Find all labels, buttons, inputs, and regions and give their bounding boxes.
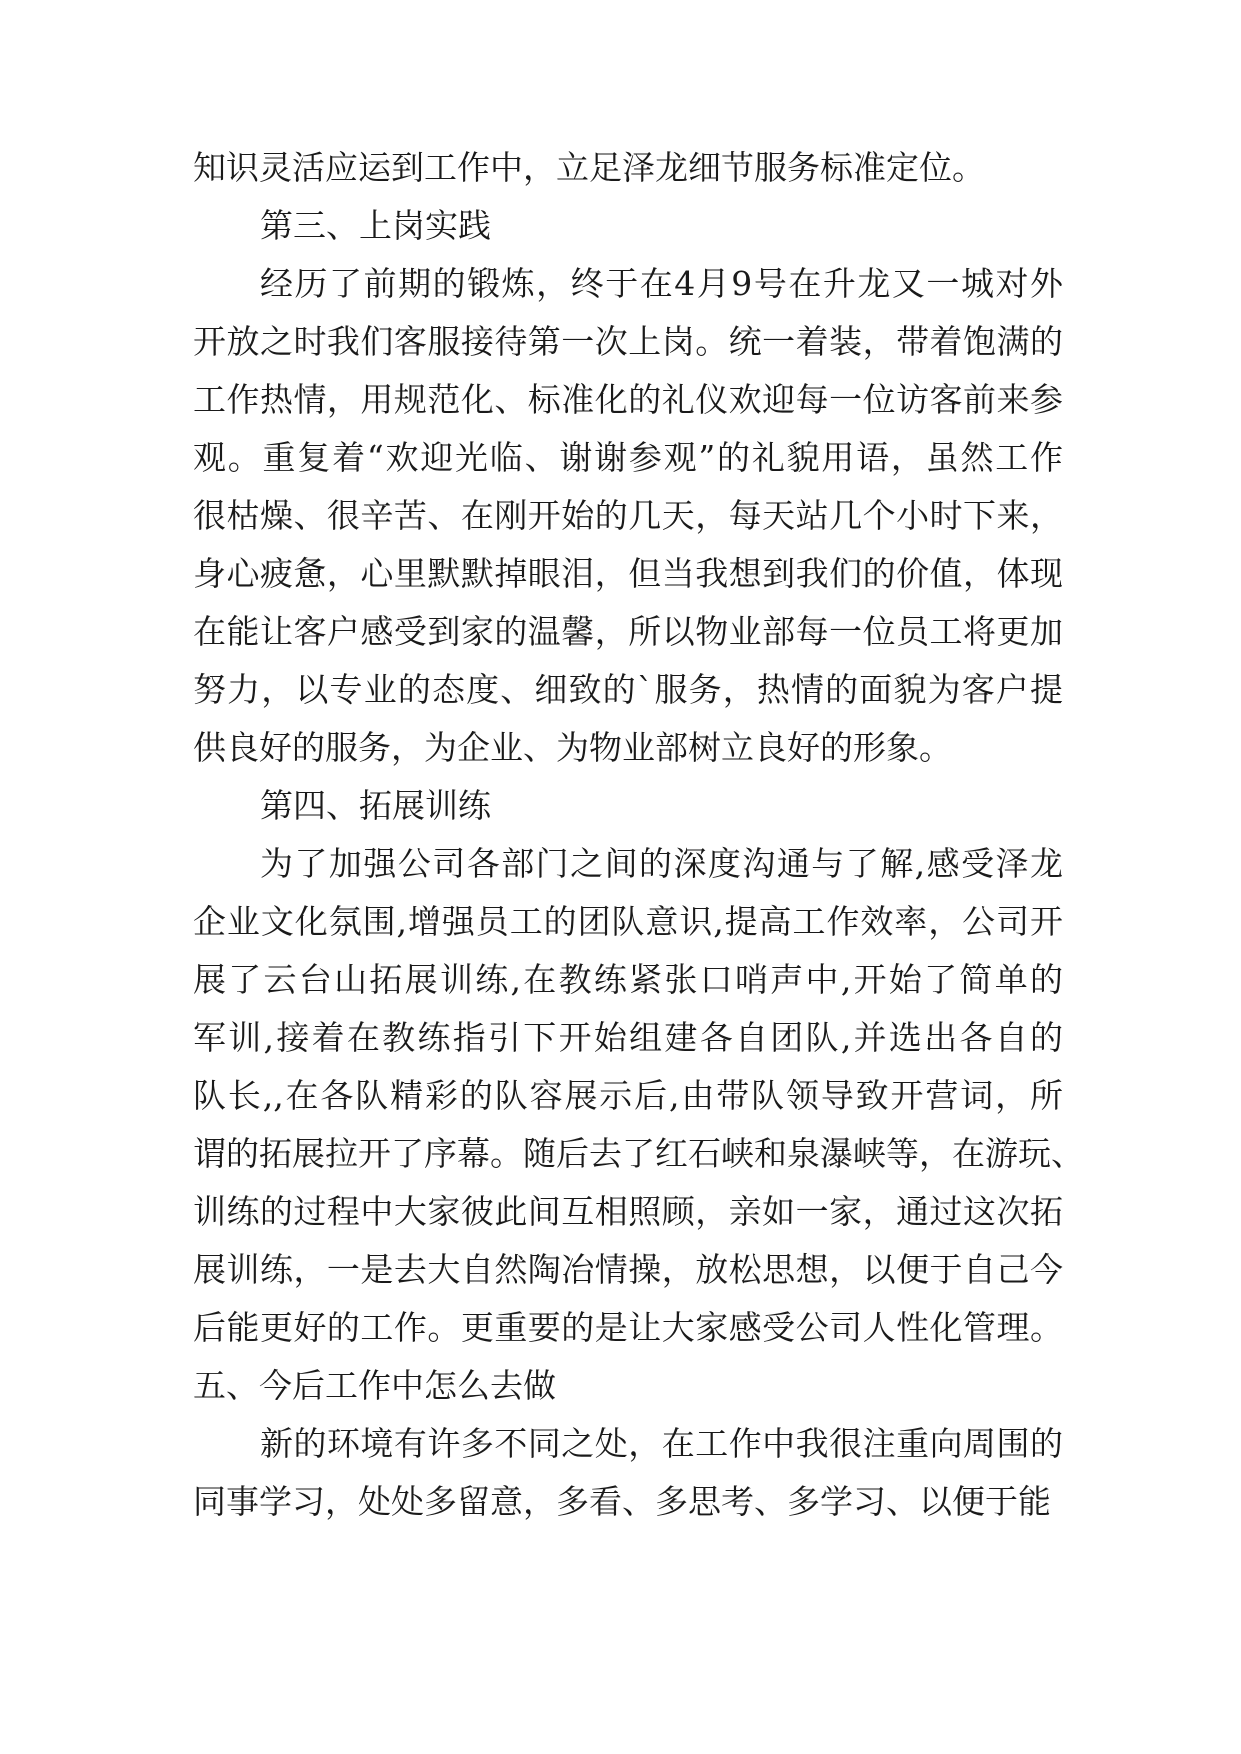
- paragraph-line-5: 工作热情，用规范化、标准化的礼仪欢迎每一位访客前来参: [193, 380, 1063, 419]
- paragraph-line-18: 谓的拓展拉开了序幕。随后去了红石峡和泉瀑峡等，在游玩、: [193, 1134, 1084, 1173]
- paragraph-line-13: 为了加强公司各部门之间的深度沟通与了解,感受泽龙: [260, 844, 1063, 883]
- paragraph-line-24: 同事学习，处处多留意，多看、多思考、多学习、以便于能: [193, 1482, 1051, 1521]
- paragraph-line-14: 企业文化氛围,增强员工的团队意识,提高工作效率，公司开: [193, 902, 1063, 941]
- paragraph-line-7: 很枯燥、很辛苦、在刚开始的几天，每天站几个小时下来，: [193, 496, 1063, 535]
- paragraph-line-11: 供良好的服务，为企业、为物业部树立良好的形象。: [193, 728, 952, 767]
- paragraph-line-16: 军训,接着在教练指引下开始组建各自团队,并选出各自的: [193, 1018, 1063, 1057]
- paragraph-line-23: 新的环境有许多不同之处，在工作中我很注重向周围的: [260, 1424, 1063, 1463]
- paragraph-line-4: 开放之时我们客服接待第一次上岗。统一着装，带着饱满的: [193, 322, 1063, 361]
- paragraph-line-10: 努力，以专业的态度、细致的`服务，热情的面貌为客户提: [193, 670, 1063, 709]
- section-heading-3: 第三、上岗实践: [260, 206, 491, 245]
- section-heading-5: 五、今后工作中怎么去做: [193, 1366, 556, 1405]
- paragraph-line-9: 在能让客户感受到家的温馨，所以物业部每一位员工将更加: [193, 612, 1063, 651]
- paragraph-line-3: 经历了前期的锻炼，终于在4月9号在升龙又一城对外: [260, 264, 1063, 303]
- paragraph-line-17: 队长,,在各队精彩的队容展示后,由带队领导致开营词，所: [193, 1076, 1063, 1115]
- paragraph-line-15: 展了云台山拓展训练,在教练紧张口哨声中,开始了简单的: [193, 960, 1063, 999]
- paragraph-line-6: 观。重复着“欢迎光临、谢谢参观”的礼貌用语，虽然工作: [193, 438, 1063, 477]
- paragraph-line-8: 身心疲惫，心里默默掉眼泪，但当我想到我们的价值，体现: [193, 554, 1063, 593]
- paragraph-line-19: 训练的过程中大家彼此间互相照顾，亲如一家，通过这次拓: [193, 1192, 1063, 1231]
- paragraph-line-20: 展训练，一是去大自然陶冶情操，放松思想，以便于自己今: [193, 1250, 1063, 1289]
- paragraph-line-21: 后能更好的工作。更重要的是让大家感受公司人性化管理。: [193, 1308, 1063, 1347]
- section-heading-4: 第四、拓展训练: [260, 786, 491, 825]
- paragraph-line-1: 知识灵活应运到工作中，立足泽龙细节服务标准定位。: [193, 148, 985, 187]
